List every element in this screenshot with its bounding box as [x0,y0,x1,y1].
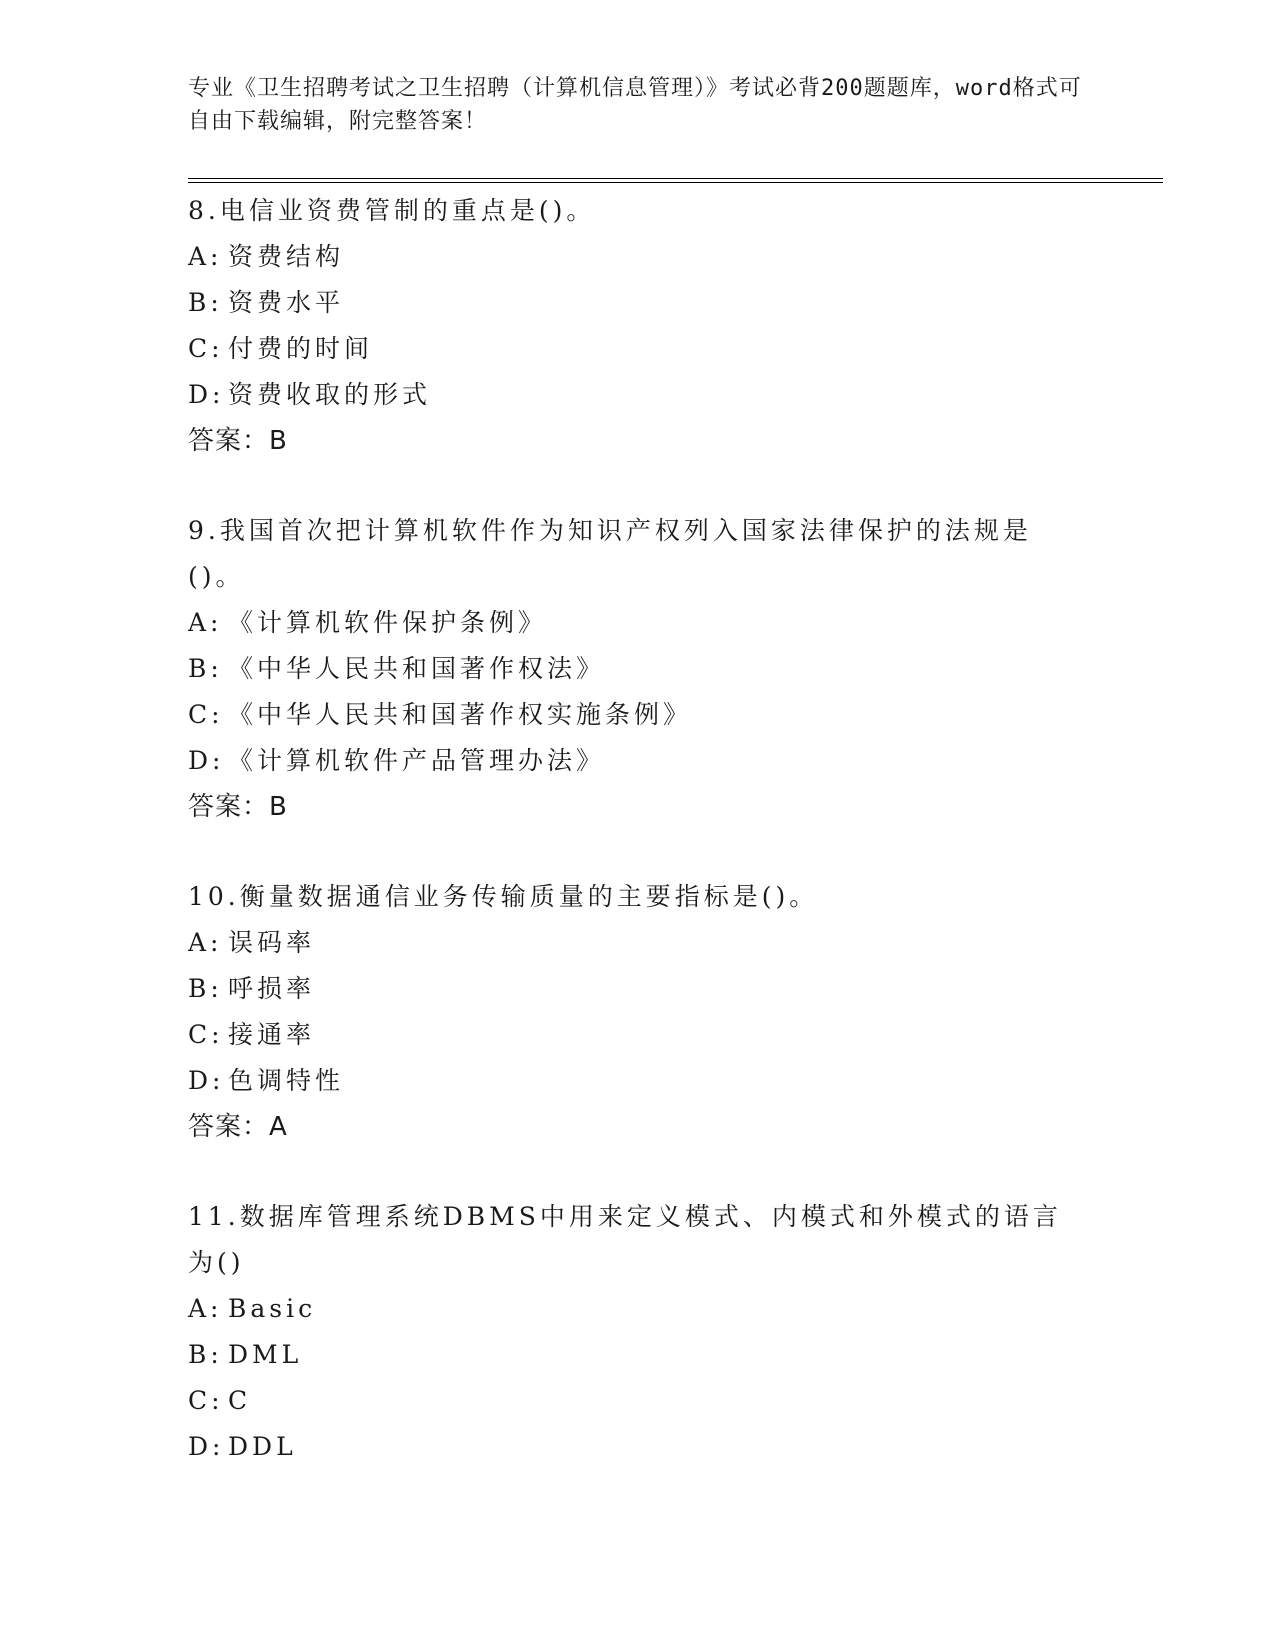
question-text: 8.电信业资费管制的重点是()。 [188,196,596,225]
option-b [188,646,1088,692]
option-letter: D: [188,746,225,775]
option-a [188,600,1088,646]
option-letter: B: [188,1340,223,1369]
question-9 [188,508,1088,830]
option-text: 资费收取的形式 [228,380,432,409]
double-divider [188,178,1163,183]
option-text: DML [228,1340,303,1369]
option-text: 资费水平 [228,288,345,317]
option-text: 《计算机软件保护条例》 [228,608,548,637]
option-letter: A: [188,608,223,637]
option-c [188,1012,1088,1058]
option-letter: D: [188,1066,225,1095]
question-text: 9.我国首次把计算机软件作为知识产权列入国家法律保护的法规是()。 [188,516,1032,591]
option-letter: B: [188,654,223,683]
option-text: 《中华人民共和国著作权法》 [228,654,606,683]
question-text: 11.数据库管理系统DBMS中用来定义模式、内模式和外模式的语言为() [188,1202,1062,1277]
answer-line: 答案：B [188,792,288,822]
option-text: 接通率 [228,1020,316,1049]
answer-line: 答案：A [188,1112,288,1142]
answer-line: 答案：B [188,426,288,456]
option-text: 误码率 [228,928,316,957]
option-a [188,920,1088,966]
option-c [188,326,1088,372]
question-10 [188,874,1088,1150]
option-text: 呼损率 [228,974,316,1003]
question-8 [188,188,1088,464]
option-letter: C: [188,1020,224,1049]
option-a [188,234,1088,280]
option-letter: C: [188,334,224,363]
option-d [188,1058,1088,1104]
option-text: 《计算机软件产品管理办法》 [228,746,606,775]
option-c [188,1378,1088,1424]
question-list [188,188,1088,1470]
option-text: Basic [228,1294,317,1323]
option-letter: B: [188,974,223,1003]
option-letter: D: [188,1432,225,1461]
option-text: 色调特性 [228,1066,345,1095]
option-d [188,1424,1088,1470]
option-text: C [228,1386,252,1415]
option-text: 《中华人民共和国著作权实施条例》 [228,700,693,729]
option-letter: C: [188,700,224,729]
option-d [188,738,1088,784]
option-letter: A: [188,1294,223,1323]
option-letter: D: [188,380,225,409]
option-d [188,372,1088,418]
option-text: 付费的时间 [228,334,374,363]
option-letter: A: [188,242,223,271]
option-c [188,692,1088,738]
option-a [188,1286,1088,1332]
option-b [188,1332,1088,1378]
option-letter: B: [188,288,223,317]
option-text: DDL [228,1432,297,1461]
option-b [188,966,1088,1012]
document-intro: 专业《卫生招聘考试之卫生招聘（计算机信息管理）》考试必背200题题库，word格式可自由下载编辑，附完整答案！ [188,76,1082,134]
question-11 [188,1194,1088,1470]
question-text: 10.衡量数据通信业务传输质量的主要指标是()。 [188,882,819,911]
option-b [188,280,1088,326]
option-letter: A: [188,928,223,957]
option-letter: C: [188,1386,224,1415]
option-text: 资费结构 [228,242,345,271]
